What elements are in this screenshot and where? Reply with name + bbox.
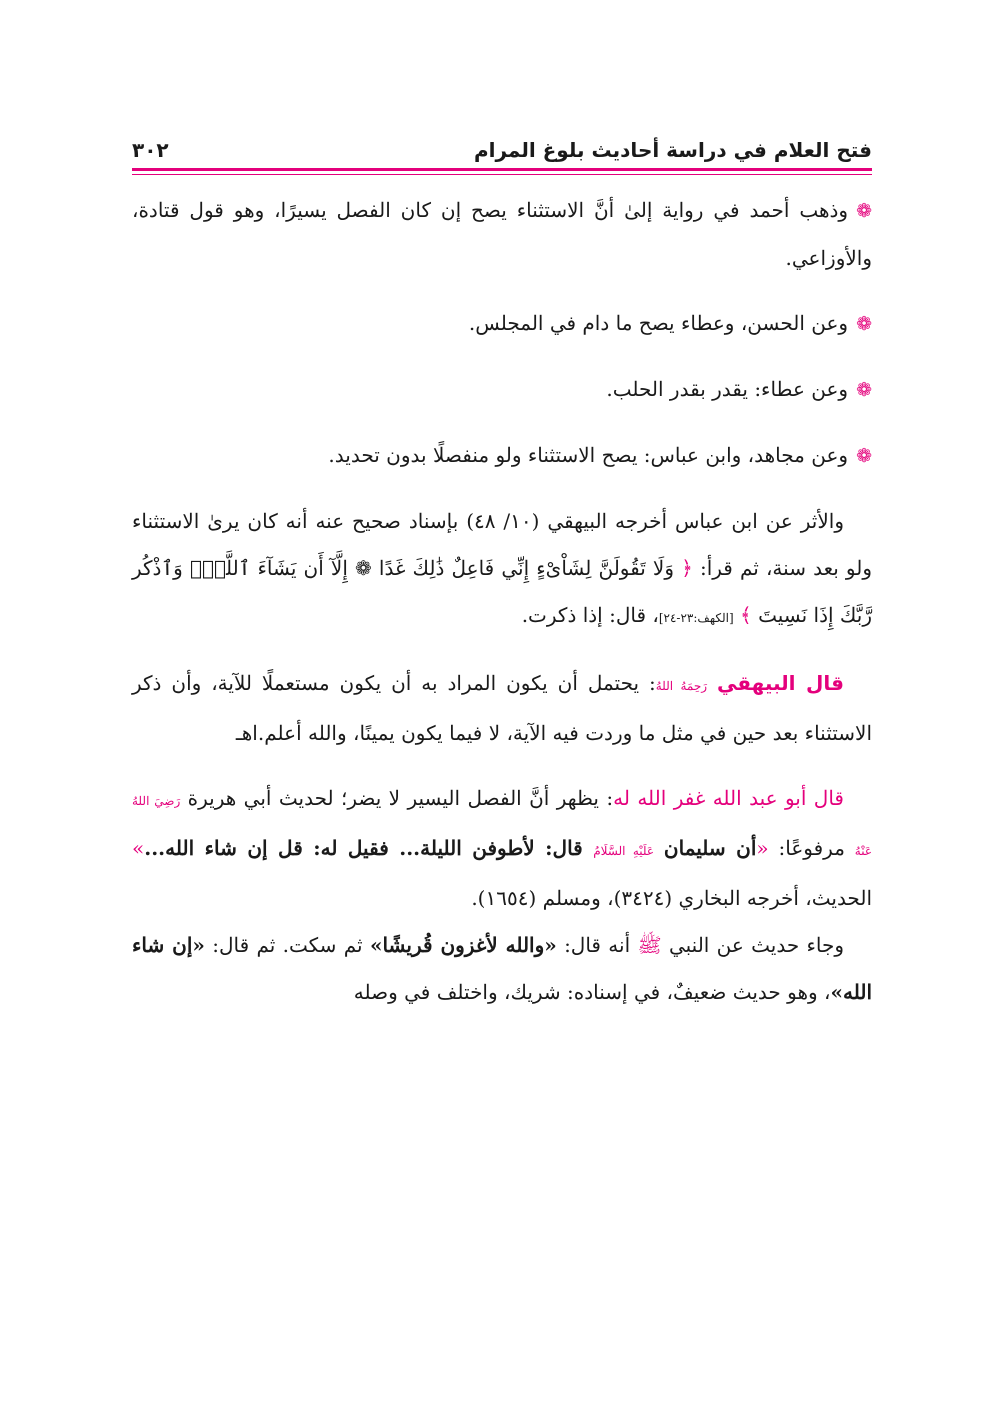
bullet-text: وعن الحسن، وعطاء يصح ما دام في المجلس. (468, 311, 849, 335)
flower-bullet-icon: ❁ (856, 200, 872, 222)
header-rule-thin (132, 174, 872, 175)
bullet-paragraph (132, 366, 872, 414)
paragraph-text: ، قال: إذا ذكرت. (521, 603, 659, 627)
honorific: رَحِمَهُ اللهُ (655, 679, 708, 693)
paragraph-text: وجاء حديث عن النبي (661, 933, 845, 957)
verse-reference: [الكهف:٢٣-٢٤] (658, 611, 734, 625)
header-title: فتح العلام في دراسة أحاديث بلوغ المرام (473, 138, 872, 162)
bullet-text: وذهب أحمد في رواية إلىٰ أنَّ الاستثناء يصح إن كان الفصل يسيرًا، وهو قول قتادة، والأوزاعي. (132, 198, 872, 270)
paragraph-text: ثم سكت. ثم قال: (204, 933, 370, 957)
bayhaqi-paragraph (132, 660, 872, 757)
hadith-paragraph (132, 922, 872, 1016)
paragraph-text: أنه قال: (556, 933, 638, 957)
page-header (132, 128, 872, 162)
bullet-text: وعن مجاهد، وابن عباس: يصح الاستثناء ولو منفصلًا بدون تحديد. (328, 443, 849, 467)
bullet-paragraph (132, 300, 872, 348)
honorific: رَضِيَ اللهُ عَنْهُ (132, 794, 873, 858)
flower-bullet-icon: ❁ (856, 445, 872, 467)
hadith-quote: «والله لأغزون قُريشًا» (369, 933, 557, 957)
honorific: عَلَيْهِ السَّلَامُ (593, 844, 655, 858)
paragraph-text: مرفوعًا: (768, 836, 855, 860)
athar-paragraph (132, 498, 872, 642)
hadith-text: أن سليمان (663, 836, 757, 860)
hadith-quote: «إن شاء الله» (132, 933, 872, 1004)
flower-bullet-icon: ❁ (856, 379, 872, 401)
bullet-paragraph (132, 187, 872, 282)
quote-open: « (756, 836, 769, 860)
page (132, 128, 872, 1016)
quran-verse: وَلَا تَقُولَنَّ لِشَاْىْءٍ إِنِّي فَاعِلٌ ذَٰلِكَ غَدًا ❁ إِلَّآ أَن يَشَآءَ ٱللَّهُۚ وَٱذْكُر رَّبَّكَ إِذَا نَسِيتَ (132, 556, 872, 627)
speaker-name: قال البيهقي (716, 671, 844, 695)
author-paragraph (132, 775, 872, 922)
paragraph-text: والأثر عن ابن عباس أخرجه البيهقي (١٠/ ٤٨) بإسناد صحيح عنه أنه كان يرىٰ الاستثناء ولو بعد سنة، ثم قرأ: (132, 509, 872, 580)
honorific: ﷺ (637, 933, 662, 957)
quran-open-bracket: ﴿ (681, 556, 693, 580)
bullet-paragraph (132, 432, 872, 480)
paragraph-text: : يحتمل أن يكون المراد به أن يكون مستعملًا للآية، وأن ذكر الاستثناء بعد حين في مثل ما وردت فيه الآية، لا فيما يكون يمينًا، والله أعلم.اهـ (132, 671, 872, 745)
paragraph-text: : يظهر أنَّ الفصل اليسير لا يضر؛ لحديث أبي هريرة (180, 786, 614, 810)
hadith-text: قال: لأطوفن الليلة... فقيل له: قل إن شاء الله... (144, 836, 594, 860)
page-number: ٣٠٢ (132, 138, 169, 162)
quran-close-bracket: ﴾ (740, 603, 752, 627)
bullet-text: وعن عطاء: يقدر بقدر الحلب. (606, 377, 849, 401)
quote-close: » (132, 836, 145, 860)
paragraph-text: الحديث، أخرجه البخاري (٣٤٢٤)، ومسلم (١٦٥٤). (471, 886, 872, 910)
page-body (132, 187, 872, 1016)
header-rule (132, 168, 872, 171)
flower-bullet-icon: ❁ (856, 313, 872, 335)
paragraph-text: ، وهو حديث ضعيفٌ، في إسناده: شريك، واختلف في وصله (353, 980, 831, 1004)
speaker-name: قال أبو عبد الله غفر الله له (613, 786, 844, 810)
